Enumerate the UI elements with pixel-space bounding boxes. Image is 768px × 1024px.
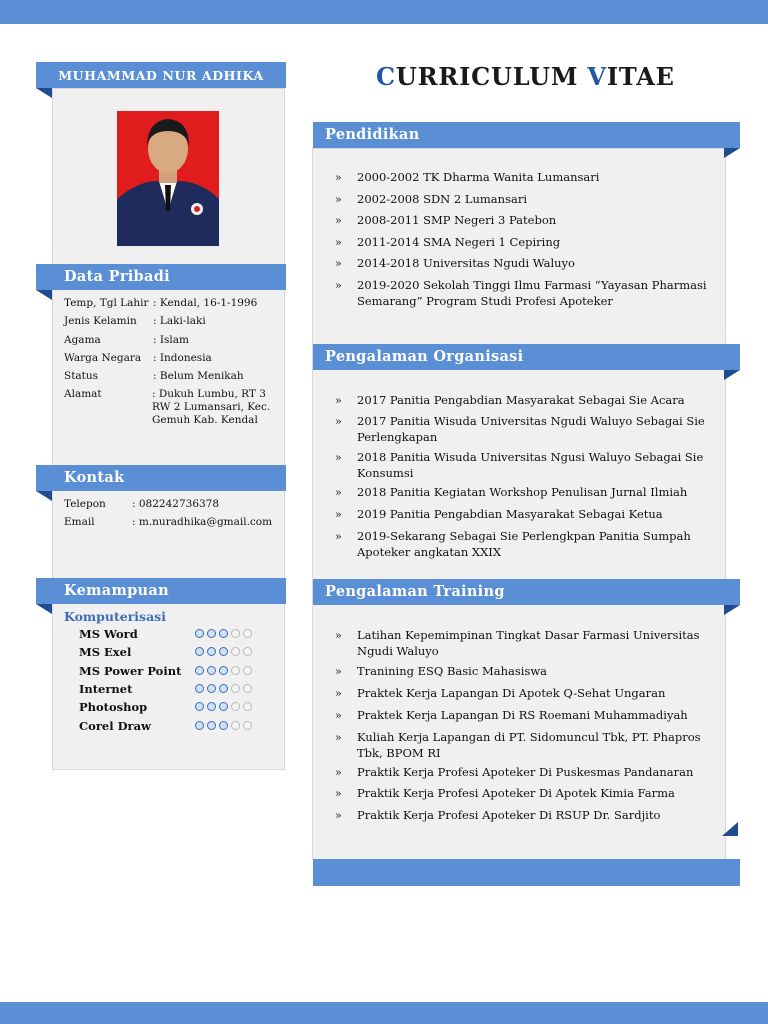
bullet-icon: » [335, 787, 342, 800]
skills-category: Komputerisasi [64, 609, 166, 624]
field-value: : Islam [153, 334, 189, 346]
skill-name: MS Exel [79, 645, 132, 659]
rating-empty-icon [231, 647, 240, 656]
rating-empty-icon [243, 647, 252, 656]
bullet-icon: » [335, 279, 342, 292]
bullet-icon: » [335, 508, 342, 521]
section-fold [36, 604, 52, 614]
skill-rating [195, 647, 255, 659]
section-title: Kontak [64, 469, 125, 486]
bullet-icon: » [335, 766, 342, 779]
skill-name: Photoshop [79, 700, 148, 714]
item-text: 2000-2002 TK Dharma Wanita Lumansari [357, 170, 600, 184]
item-text: 2019 Panitia Pengabdian Masyarakat Sebagai Ketua [357, 507, 663, 521]
rating-empty-icon [243, 684, 252, 693]
rating-empty-icon [243, 721, 252, 730]
field-label: Telepon [64, 498, 106, 510]
rating-filled-icon [207, 647, 216, 656]
section-fold [724, 605, 740, 615]
item-text: Praktik Kerja Profesi Apoteker Di Puskesmas Pandanaran [357, 765, 694, 779]
skill-name: Corel Draw [79, 719, 151, 733]
bullet-icon: » [335, 809, 342, 822]
item-text: Praktik Kerja Profesi Apoteker Di Apotek Kimia Farma [357, 786, 675, 800]
section-header-kontak [36, 465, 286, 491]
rating-empty-icon [243, 702, 252, 711]
rating-empty-icon [231, 629, 240, 638]
item-text: 2017 Panitia Pengabdian Masyarakat Sebagai Sie Acara [357, 393, 685, 407]
personal-info [64, 297, 279, 427]
section-title: Data Pribadi [64, 268, 170, 285]
rating-empty-icon [231, 666, 240, 675]
rating-empty-icon [231, 702, 240, 711]
candidate-name: MUHAMMAD NUR ADHIKA [58, 68, 264, 83]
document-title [376, 62, 675, 91]
section-fold [36, 491, 52, 501]
bullet-icon: » [335, 171, 342, 184]
item-text: Praktek Kerja Lapangan Di RS Roemani Muhammadiyah [357, 708, 688, 722]
bottom-bar [0, 1002, 768, 1024]
rating-filled-icon [207, 666, 216, 675]
section-title: Pendidikan [325, 126, 420, 143]
profile-photo [117, 111, 219, 246]
section-title: Pengalaman Organisasi [325, 348, 524, 365]
rating-empty-icon [243, 629, 252, 638]
bullet-icon: » [335, 665, 342, 678]
title-initial-c: C [376, 62, 396, 91]
profile-photo-figure [117, 111, 219, 246]
right-panel-footer-band [313, 859, 740, 886]
bullet-icon: » [335, 415, 342, 428]
item-text: Tranining ESQ Basic Mahasiswa [357, 664, 548, 678]
field-label: Warga Negara [64, 352, 142, 364]
section-header-training [313, 579, 740, 605]
field-label: Jenis Kelamin [64, 315, 137, 327]
bullet-icon: » [335, 709, 342, 722]
section-header-kemampuan [36, 578, 286, 604]
bullet-icon: » [335, 214, 342, 227]
field-value: : Dukuh Lumbu, RT 3 RW 2 Lumansari, Kec. Gemuh Kab. Kendal [152, 388, 271, 426]
field-label: Alamat [64, 388, 102, 400]
rating-empty-icon [231, 684, 240, 693]
item-text: 2014-2018 Universitas Ngudi Waluyo [357, 256, 575, 270]
item-text: Praktek Kerja Lapangan Di Apotek Q-Sehat Ungaran [357, 686, 666, 700]
rating-filled-icon [219, 629, 228, 638]
phone-value: : 082242736378 [132, 498, 220, 510]
field-value: : Kendal, 16-1-1996 [153, 297, 258, 309]
skill-rating [195, 721, 255, 733]
item-text: Kuliah Kerja Lapangan di PT. Sidomuncul Tbk, PT. Phapros Tbk, BPOM RI [357, 730, 701, 760]
bullet-icon: » [335, 236, 342, 249]
item-text: 2011-2014 SMA Negeri 1 Cepiring [357, 235, 561, 249]
bullet-icon: » [335, 394, 342, 407]
item-text: 2018 Panitia Wisuda Universitas Ngusi Waluyo Sebagai Sie Konsumsi [357, 450, 704, 480]
skill-rating [195, 629, 255, 641]
bullet-icon: » [335, 257, 342, 270]
title-initial-v: V [587, 62, 607, 91]
rating-filled-icon [195, 721, 204, 730]
bullet-icon: » [335, 193, 342, 206]
email-value: : m.nuradhika@gmail.com [132, 516, 273, 528]
top-bar [0, 0, 768, 24]
field-label: Agama [64, 334, 101, 346]
bullet-icon: » [335, 687, 342, 700]
rating-empty-icon [243, 666, 252, 675]
rating-filled-icon [195, 647, 204, 656]
rating-filled-icon [219, 647, 228, 656]
name-banner-fold [36, 88, 52, 98]
rating-filled-icon [195, 666, 204, 675]
field-value: : Indonesia [153, 352, 212, 364]
rating-filled-icon [219, 684, 228, 693]
section-fold [724, 148, 740, 158]
skill-rating [195, 684, 255, 696]
skill-name: MS Power Point [79, 664, 182, 678]
rating-filled-icon [195, 702, 204, 711]
item-text: 2019-Sekarang Sebagai Sie Perlengkpan Panitia Sumpah Apoteker angkatan XXIX [357, 529, 691, 559]
rating-filled-icon [207, 702, 216, 711]
title-part: ITAE [606, 62, 675, 91]
bullet-icon: » [335, 731, 342, 744]
item-text: 2018 Panitia Kegiatan Workshop Penulisan Jurnal Ilmiah [357, 485, 688, 499]
section-fold [724, 370, 740, 380]
rating-filled-icon [207, 629, 216, 638]
item-text: Praktik Kerja Profesi Apoteker Di RSUP Dr. Sardjito [357, 808, 661, 822]
section-header-organisasi [313, 344, 740, 370]
bullet-icon: » [335, 629, 342, 642]
field-label: Temp, Tgl Lahir [64, 297, 149, 309]
skill-rating [195, 666, 255, 678]
section-header-data-pribadi [36, 264, 286, 290]
field-label: Status [64, 370, 99, 382]
item-text: 2008-2011 SMP Negeri 3 Patebon [357, 213, 557, 227]
field-value: : Laki-laki [153, 315, 206, 327]
rating-filled-icon [195, 629, 204, 638]
rating-empty-icon [231, 721, 240, 730]
field-label: Email [64, 516, 95, 528]
section-header-pendidikan [313, 122, 740, 148]
name-banner [36, 62, 286, 88]
rating-filled-icon [207, 684, 216, 693]
section-fold [36, 290, 52, 300]
skill-name: MS Word [79, 627, 138, 641]
rating-filled-icon [219, 721, 228, 730]
item-text: 2017 Panitia Wisuda Universitas Ngudi Waluyo Sebagai Sie Perlengkapan [357, 414, 705, 444]
contact-info [64, 498, 279, 538]
rating-filled-icon [195, 684, 204, 693]
rating-filled-icon [207, 721, 216, 730]
skill-name: Internet [79, 682, 133, 696]
bullet-icon: » [335, 530, 342, 543]
panel-corner-fold [722, 822, 738, 836]
item-text: 2019-2020 Sekolah Tinggi Ilmu Farmasi “Yayasan Pharmasi Semarang” Program Studi Profesi Apoteker [357, 278, 707, 308]
section-title: Pengalaman Training [325, 583, 505, 600]
skill-rating [195, 702, 255, 714]
field-value: : Belum Menikah [153, 370, 244, 382]
rating-filled-icon [219, 702, 228, 711]
bullet-icon: » [335, 486, 342, 499]
item-text: 2002-2008 SDN 2 Lumansari [357, 192, 528, 206]
rating-filled-icon [219, 666, 228, 675]
item-text: Latihan Kepemimpinan Tingkat Dasar Farmasi Universitas Ngudi Waluyo [357, 628, 700, 658]
section-title: Kemampuan [64, 582, 169, 599]
title-part: URRICULUM [395, 62, 588, 91]
bullet-icon: » [335, 451, 342, 464]
